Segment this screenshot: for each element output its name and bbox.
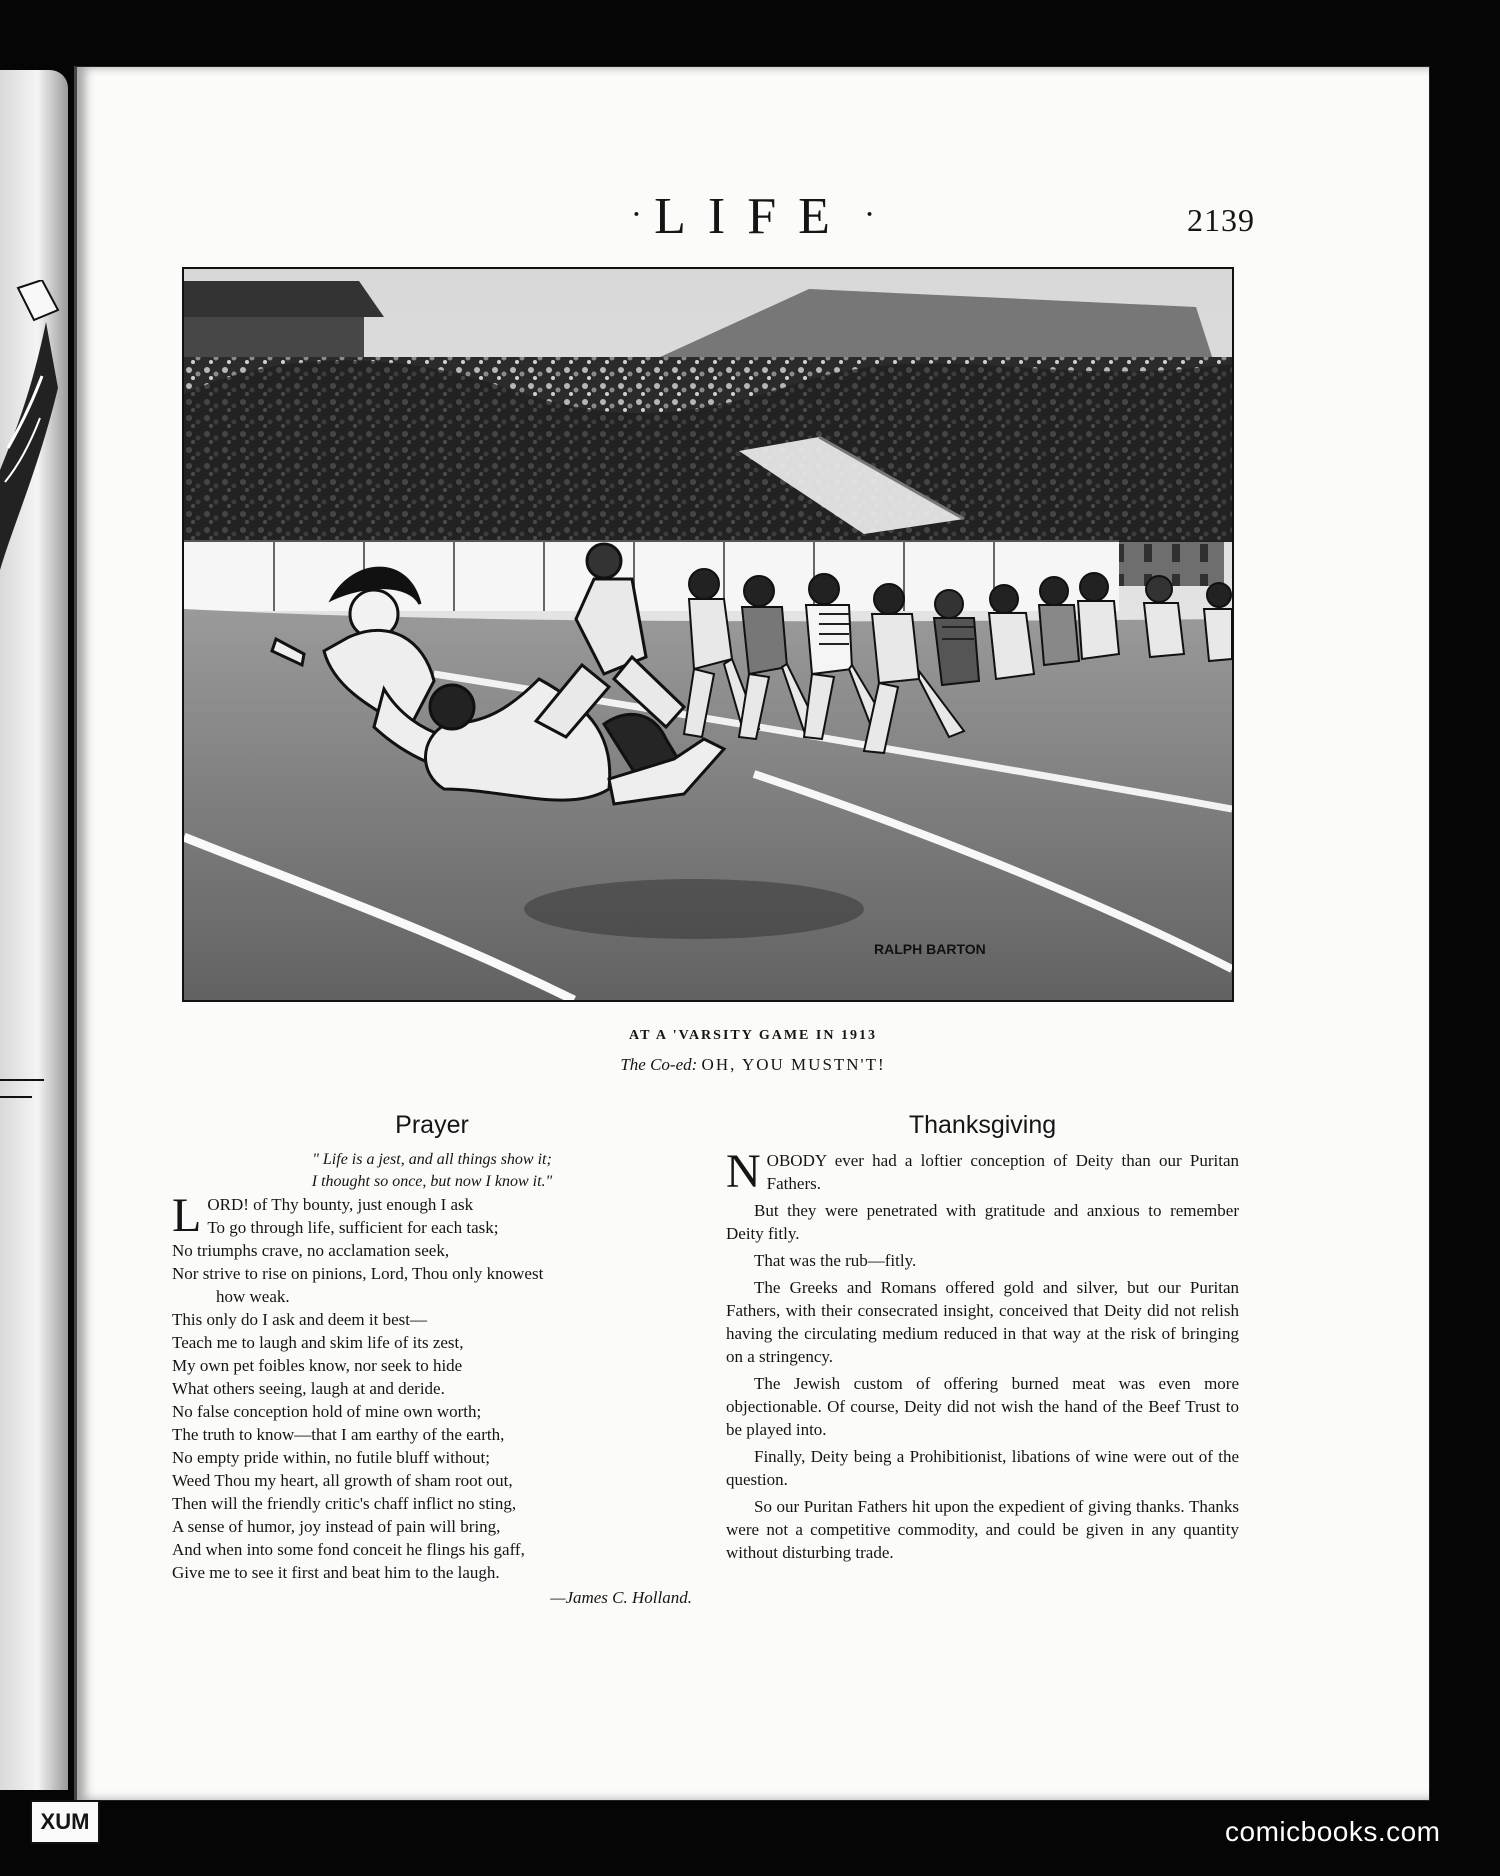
prayer-poem-line: No empty pride within, no futile bluff without; (172, 1448, 490, 1467)
prayer-poem-line: What others seeing, laugh at and deride. (172, 1379, 445, 1398)
facing-page-illustration-fragment (0, 280, 70, 570)
thanksgiving-essay (726, 1109, 1239, 1568)
thanksgiving-paragraph: OBODY ever had a loftier conception of Deity than our Puritan Fathers. (766, 1151, 1239, 1193)
thanksgiving-paragraph: Finally, Deity being a Prohibitionist, libations of wine were out of the question. (726, 1447, 1239, 1489)
football-illustration (182, 267, 1234, 1002)
thanksgiving-paragraphs (726, 1145, 1239, 1564)
thanksgiving-title: Thanksgiving (908, 1111, 1057, 1139)
thanksgiving-paragraph: So our Puritan Fathers hit upon the expedient of giving thanks. Thanks were not a competitive commodity, and could be given in any quantity without disturbing trade. (726, 1497, 1239, 1562)
prayer-attribution: —James C. Holland. (550, 1588, 692, 1607)
thanksgiving-paragraph: That was the rub—fitly. (754, 1251, 917, 1270)
caption-speaker: The Co-ed: (620, 1055, 698, 1074)
prayer-epigraph-line: I thought so once, but now I know it." (311, 1173, 553, 1190)
prayer-poem-line: ORD! of Thy bounty, just enough I ask (207, 1195, 474, 1214)
prayer-dropcap: L (172, 1189, 202, 1242)
magazine-page (74, 66, 1430, 1801)
prayer-epigraph (172, 1149, 692, 1193)
prayer-title: Prayer (395, 1111, 469, 1139)
prayer-poem-line: No triumphs crave, no acclamation seek, (172, 1241, 450, 1260)
prayer-lines (172, 1189, 692, 1584)
prayer-poem-line: My own pet foibles know, nor seek to hide (172, 1356, 463, 1375)
site-watermark: comicbooks.com (1225, 1816, 1441, 1847)
illustration-caption-title: AT A 'VARSITY GAME IN 1913 (629, 1028, 877, 1043)
caption-line: OH, YOU MUSTN'T! (701, 1055, 886, 1074)
thanksgiving-paragraph: The Greeks and Romans offered gold and silver, but our Puritan Fathers, with their consecrated insight, conceived that Deity did not relish having the circulating medium reduced in that way at the risk of bringing on a stringency. (726, 1278, 1239, 1366)
thanksgiving-paragraph: But they were penetrated with gratitude and anxious to remember Deity fitly. (726, 1201, 1239, 1243)
prayer-poem-line: Nor strive to rise on pinions, Lord, Thou only knowest (172, 1264, 544, 1283)
prayer-poem-line: Teach me to laugh and skim life of its zest, (172, 1333, 464, 1352)
prayer-poem-line: Give me to see it first and beat him to the laugh. (172, 1563, 500, 1582)
magazine-title: LIFE (654, 188, 852, 245)
prayer-poem-line: No false conception hold of mine own worth; (172, 1402, 482, 1421)
masthead-left-dot: · (630, 196, 643, 233)
prayer-poem-line: A sense of humor, joy instead of pain will bring, (172, 1517, 501, 1536)
prayer-poem-line: Weed Thou my heart, all growth of sham root out, (172, 1471, 513, 1490)
thanksgiving-paragraph: The Jewish custom of offering burned meat was even more objectionable. Of course, Deity did not wish the hand of the Beef Trust to be played into. (726, 1374, 1239, 1439)
prayer-poem-line: To go through life, sufficient for each task; (207, 1218, 499, 1237)
xum-badge: XUM (30, 1800, 100, 1844)
facing-page-rule-marks (0, 1075, 48, 1105)
prayer-poem-line: The truth to know—that I am earthy of the earth, (172, 1425, 505, 1444)
prayer-poem (172, 1109, 692, 1609)
prayer-poem-line: This only do I ask and deem it best— (172, 1310, 427, 1329)
illustration-signature: RALPH BARTON (874, 941, 986, 957)
prayer-poem-line: Then will the friendly critic's chaff inflict no sting, (172, 1494, 517, 1513)
thanksgiving-dropcap: N (726, 1145, 761, 1198)
prayer-epigraph-line: " Life is a jest, and all things show it; (312, 1151, 552, 1168)
masthead-right-dot: · (863, 196, 876, 233)
page-number: 2139 (1187, 202, 1255, 238)
prayer-poem-line: how weak. (216, 1287, 290, 1306)
illustration-caption-dialogue (77, 1055, 1429, 1075)
prayer-poem-line: And when into some fond conceit he flings his gaff, (172, 1540, 525, 1559)
